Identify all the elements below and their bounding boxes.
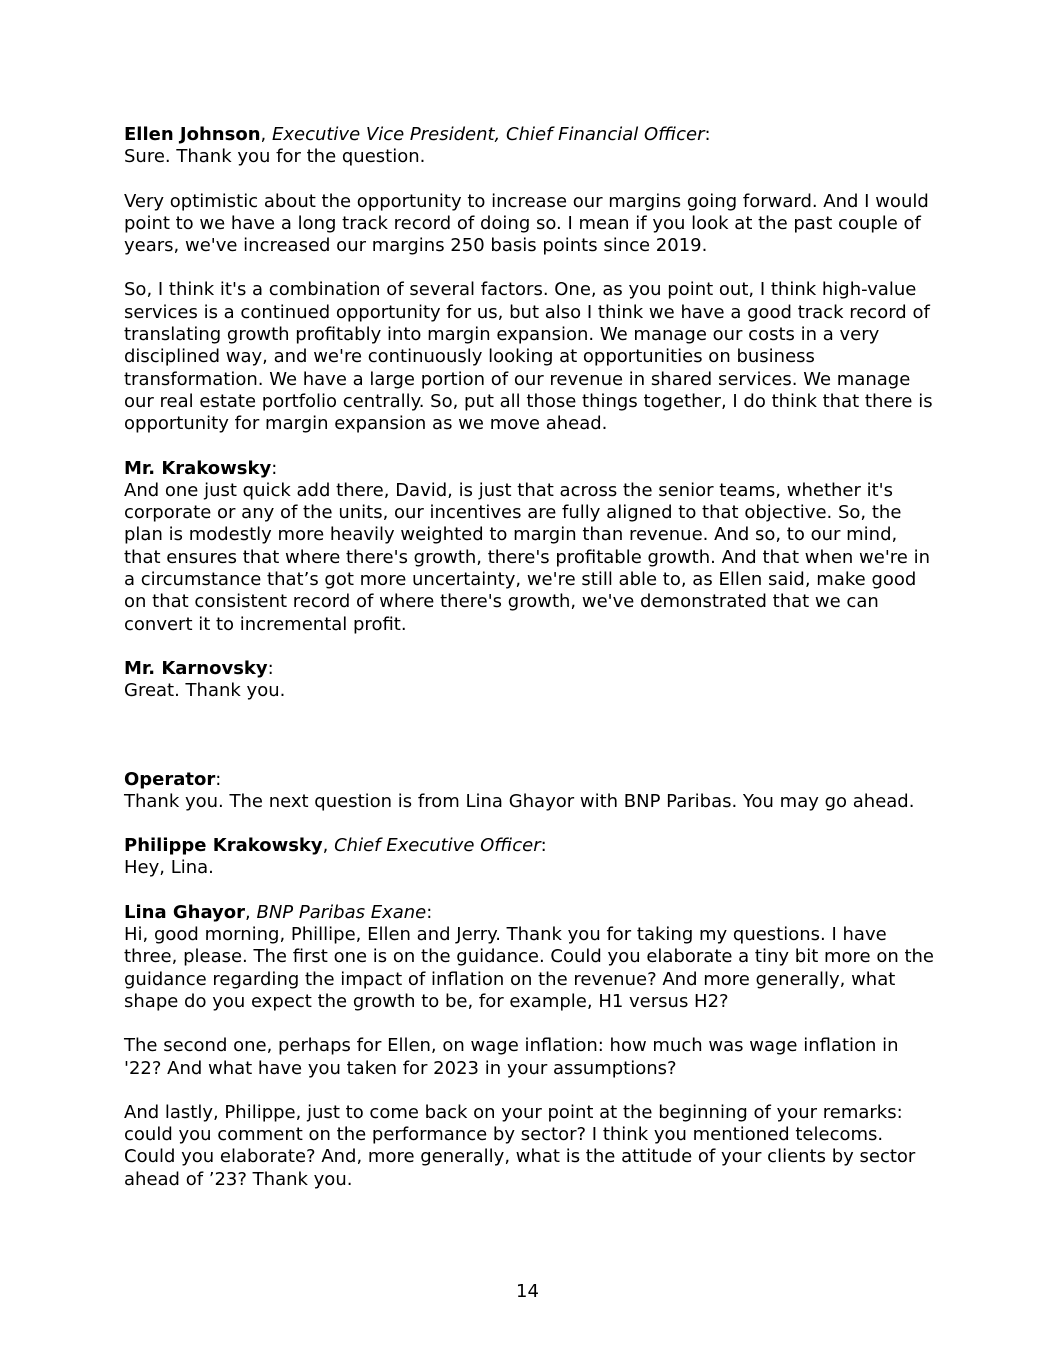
speaker-colon: : <box>426 901 433 923</box>
paragraph: Hey, Lina. <box>124 857 214 879</box>
speaker-separator: , <box>260 124 272 145</box>
speaker-block-philippe-krakowsky <box>124 835 939 880</box>
paragraph: Thank you. The next question is from Lina Ghayor with BNP Paribas. You may go ahead. <box>124 790 915 812</box>
paragraph: And one just quick add there, David, is just that across the senior teams, whether it's corporate or any of the units, our incentives are fully aligned to that objective. So, the plan is modestly more heavily weighted to margin than revenue. And so, to our mind, that ensures that where there's growth, there's profitable growth. And that when we're in a circumstance that’s got more uncertainty, we're still able to, as Ellen said, make good on that consistent record of where there's growth, we've demonstrated that we can convert it to incremental profit. <box>124 479 931 635</box>
speaker-heading <box>124 124 939 146</box>
speaker-name: Philippe Krakowsky <box>124 835 323 857</box>
paragraph: So, I think it's a combination of several factors. One, as you point out, I think high-value services is a continued opportunity for us, but also I think we have a good track record of translating growth profitably into margin expansion. We manage our costs in a very disciplined way, and we're continuously looking at opportunities on business transformation. We have a large portion of our revenue in shared services. We manage our real estate portfolio centrally. So, put all those things together, I do think that there is opportunity for margin expansion as we move ahead. <box>124 279 933 435</box>
speaker-block-ellen-johnson <box>124 124 939 436</box>
speaker-name: Operator <box>124 768 216 790</box>
speaker-colon: : <box>704 124 711 145</box>
transcript-page <box>124 124 939 1191</box>
speaker-name: Ellen Johnson <box>124 124 261 145</box>
speaker-heading <box>124 835 939 857</box>
paragraph: Sure. Thank you for the question. <box>124 146 426 168</box>
speaker-heading <box>124 458 939 480</box>
speaker-colon: : <box>271 457 278 479</box>
speaker-colon: : <box>267 657 274 679</box>
speaker-name: Mr. Karnovsky <box>124 657 268 679</box>
speaker-title: Chief Executive Officer <box>334 835 541 857</box>
speaker-title: Executive Vice President, Chief Financial Officer <box>271 124 705 145</box>
paragraph: The second one, perhaps for Ellen, on wage inflation: how much was wage inflation in '22? And what have you taken for 2023 in your assumptions? <box>124 1035 899 1079</box>
paragraph: Great. Thank you. <box>124 680 286 702</box>
speaker-block-lina-ghayor <box>124 902 939 1191</box>
paragraph: Hi, good morning, Phillipe, Ellen and Jerry. Thank you for taking my questions. I have three, please. The first one is on the guidance. Could you elaborate a tiny bit more on the guidance regarding the impact of inflation on the revenue? And more generally, what shape do you expect the growth to be, for example, H1 versus H2? <box>124 924 935 1012</box>
speaker-separator: , <box>322 835 335 857</box>
speaker-block-mr-karnovsky <box>124 658 939 703</box>
speaker-heading <box>124 658 939 680</box>
paragraph: And lastly, Philippe, just to come back on your point at the beginning of your remarks: could you comment on the performance by sector? I think you mentioned telecoms. Could you elaborate? And, more generally, what is the attitude of your clients by sector ahead of ’23? Thank you. <box>124 1101 916 1190</box>
speaker-name: Mr. Krakowsky <box>124 457 272 479</box>
speaker-separator: , <box>245 901 257 923</box>
speaker-block-mr-krakowsky <box>124 458 939 636</box>
speaker-colon: : <box>215 768 222 790</box>
page-number: 14 <box>516 1281 539 1302</box>
paragraph: Very optimistic about the opportunity to increase our margins going forward. And I would point to we have a long track record of doing so. I mean if you look at the past couple of years, we've increased our margins 250 basis points since 2019. <box>124 190 929 257</box>
speaker-title: BNP Paribas Exane <box>256 901 427 923</box>
speaker-heading <box>124 902 939 924</box>
speaker-colon: : <box>540 835 547 857</box>
speaker-block-operator <box>124 769 939 814</box>
speaker-name: Lina Ghayor <box>124 901 246 923</box>
speaker-heading <box>124 769 939 791</box>
